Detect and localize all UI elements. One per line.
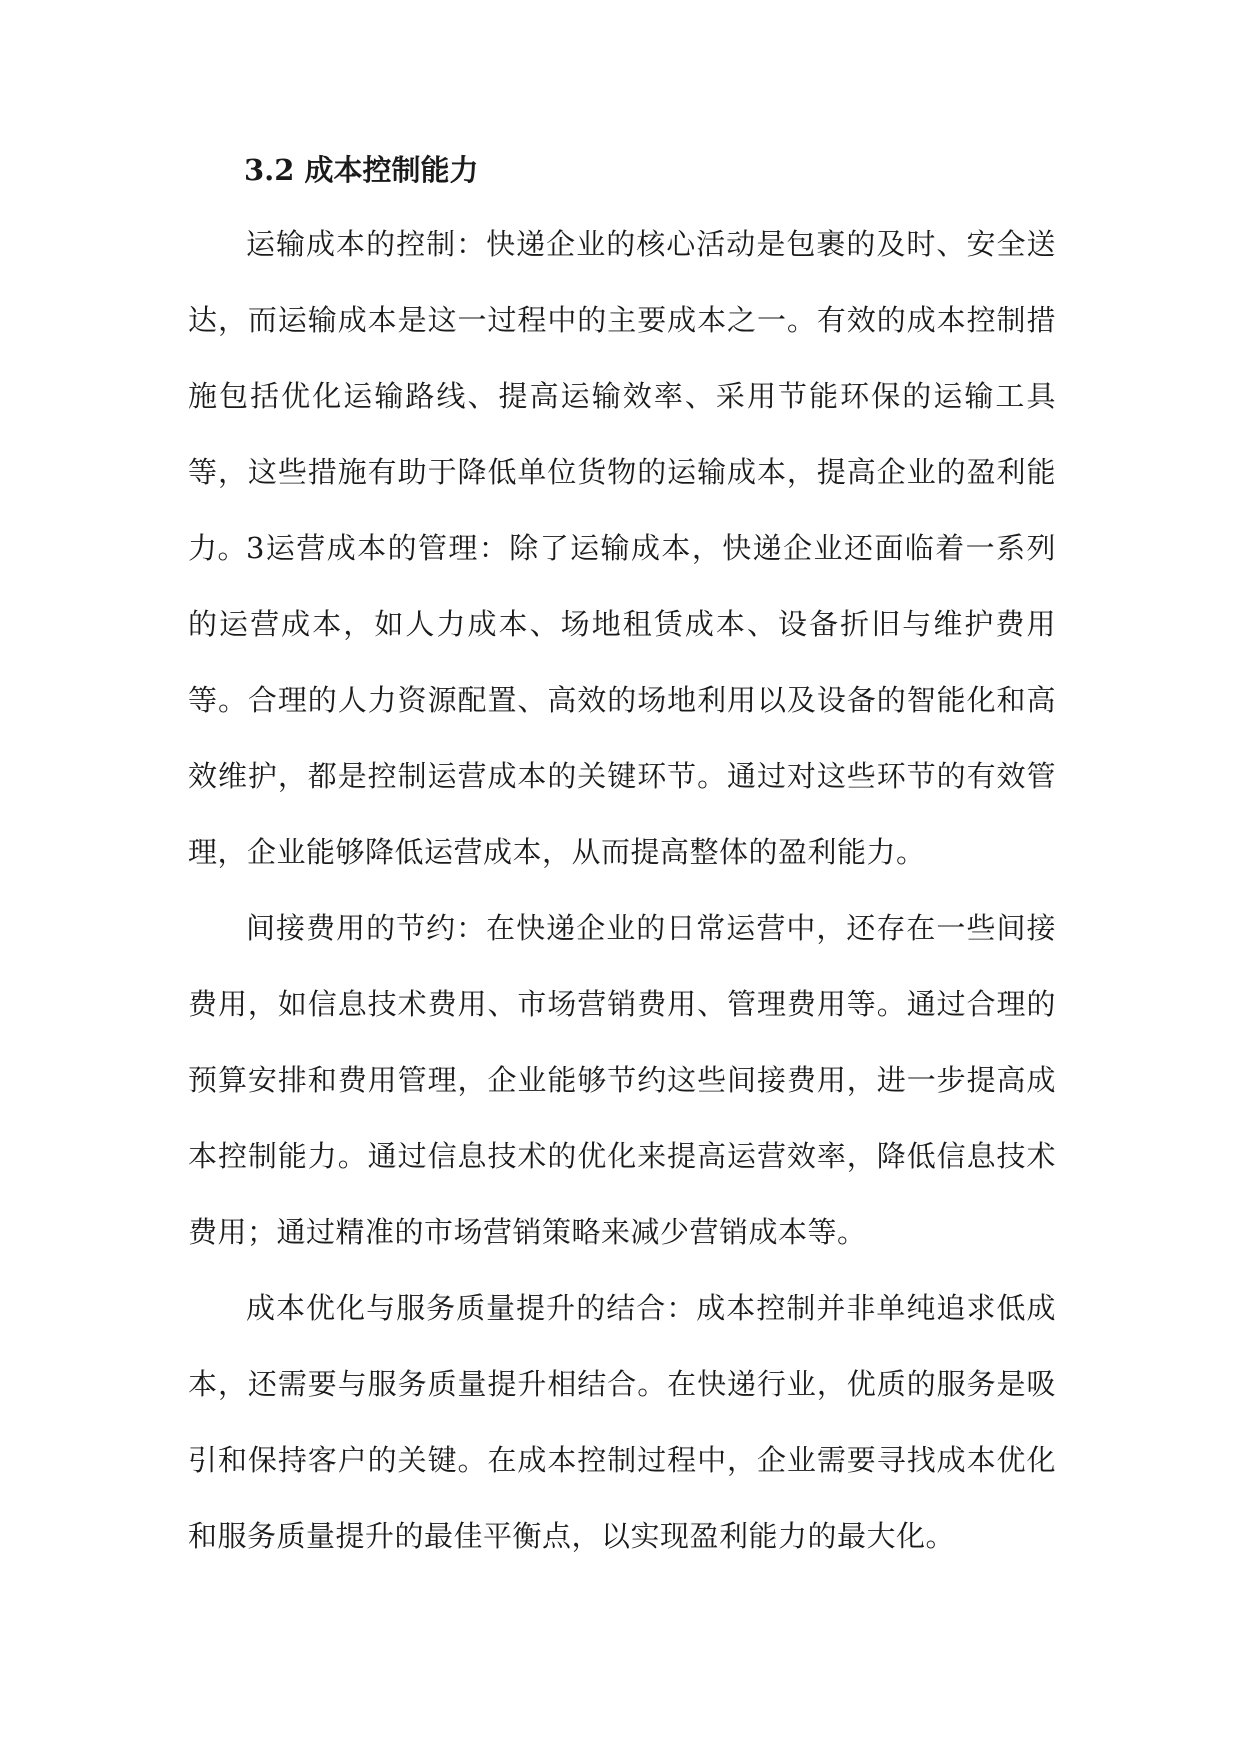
paragraph-cost-service-balance: 成本优化与服务质量提升的结合：成本控制并非单纯追求低成本，还需要与服务质量提升相结合。在快递行业，优质的服务是吸引和保持客户的关键。在成本控制过程中，企业需要寻找成本优化和服务质量提升的最佳平衡点，以实现盈利能力的最大化。	[188, 1291, 1056, 1553]
paragraph-transport-cost: 运输成本的控制：快递企业的核心活动是包裹的及时、安全送达，而运输成本是这一过程中的主要成本之一。有效的成本控制措施包括优化运输路线、提高运输效率、采用节能环保的运输工具等，这些措施有助于降低单位货物的运输成本，提高企业的盈利能力。	[188, 227, 1056, 565]
paragraph-indirect-cost: 间接费用的节约：在快递企业的日常运营中，还存在一些间接费用，如信息技术费用、市场营销费用、管理费用等。通过合理的预算安排和费用管理，企业能够节约这些间接费用，进一步提高成本控制能力。通过信息技术的优化来提高运营效率，降低信息技术费用；通过精准的市场营销策略来减少营销成本等。	[188, 911, 1056, 1249]
paragraph-operating-cost: 3运营成本的管理：除了运输成本，快递企业还面临着一系列的运营成本，如人力成本、场地租赁成本、设备折旧与维护费用等。合理的人力资源配置、高效的场地利用以及设备的智能化和高效维护，都是控制运营成本的关键环节。通过对这些环节的有效管理，企业能够降低运营成本，从而提高整体的盈利能力。	[188, 531, 1056, 869]
section-title: 3.2 成本控制能力	[244, 153, 479, 187]
